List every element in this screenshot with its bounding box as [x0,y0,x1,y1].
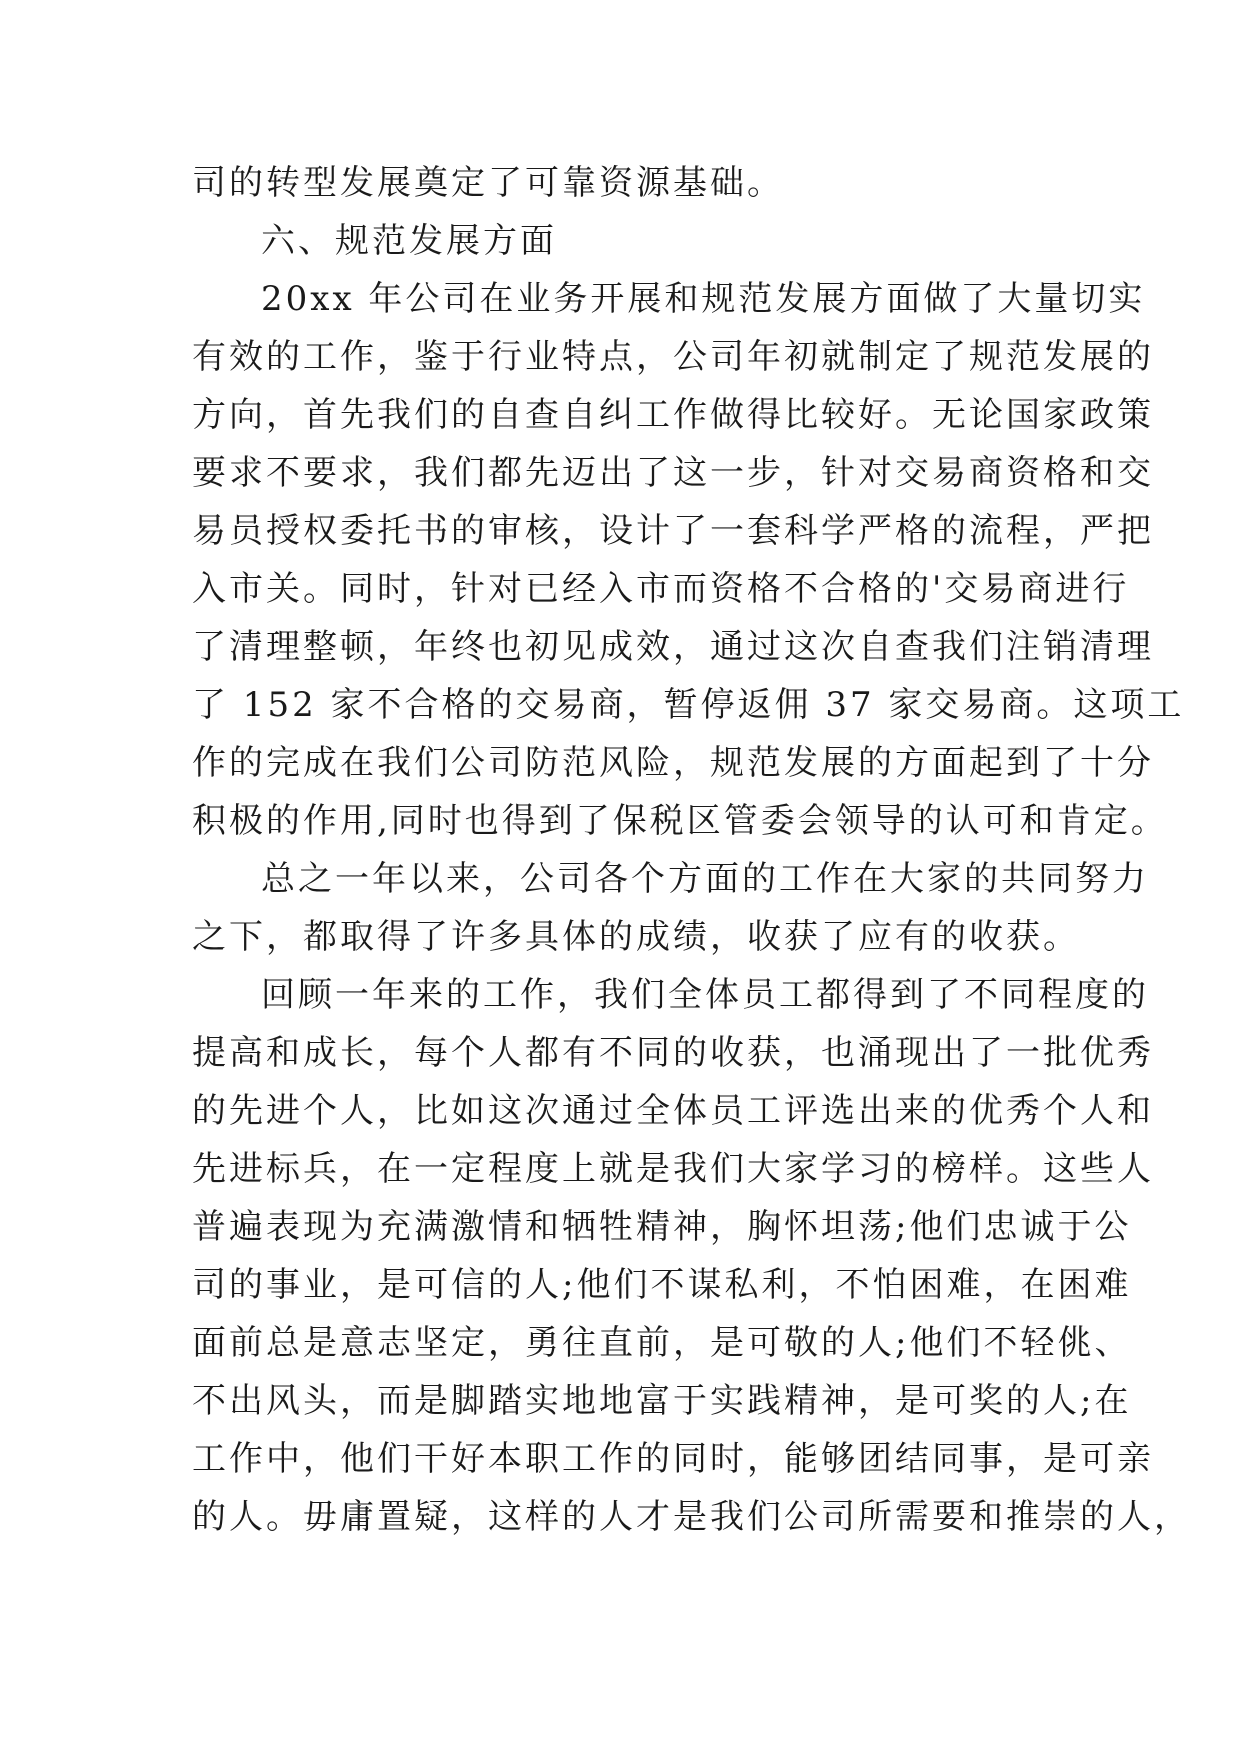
text-line: 工作中，他们干好本职工作的同时，能够团结同事，是可亲 [192,1439,1154,1479]
text-line: 先进标兵，在一定程度上就是我们大家学习的榜样。这些人 [192,1149,1154,1189]
text-line: 不出风头，而是脚踏实地地富于实践精神，是可奖的人;在 [192,1381,1132,1421]
text-line: 易员授权委托书的审核，设计了一套科学严格的流程，严把 [192,511,1154,551]
text-line: 总之一年以来，公司各个方面的工作在大家的共同努力 [261,859,1149,899]
text-line: 面前总是意志坚定，勇往直前，是可敬的人;他们不轻佻、 [192,1323,1132,1363]
text-line: 的人。毋庸置疑，这样的人才是我们公司所需要和推崇的人， [192,1497,1191,1537]
text-line: 普遍表现为充满激情和牺牲精神，胸怀坦荡;他们忠诚于公 [192,1207,1132,1247]
text-line: 了 152 家不合格的交易商，暂停返佣 37 家交易商。这项工 [192,685,1185,725]
text-line: 提高和成长，每个人都有不同的收获，也涌现出了一批优秀 [192,1033,1154,1073]
text-line: 要求不要求，我们都先迈出了这一步，针对交易商资格和交 [192,453,1154,493]
text-line: 司的转型发展奠定了可靠资源基础。 [192,163,784,203]
text-line: 积极的作用,同时也得到了保税区管委会领导的认可和肯定。 [192,801,1168,841]
text-line: 有效的工作，鉴于行业特点，公司年初就制定了规范发展的 [192,337,1154,377]
text-line: 20xx 年公司在业务开展和规范发展方面做了大量切实 [261,279,1146,319]
body-text [192,154,1191,1546]
text-line: 的先进个人，比如这次通过全体员工评选出来的优秀个人和 [192,1091,1154,1131]
text-line: 了清理整顿，年终也初见成效，通过这次自查我们注销清理 [192,627,1154,667]
text-line: 六、规范发展方面 [261,221,557,261]
text-line: 方向，首先我们的自查自纠工作做得比较好。无论国家政策 [192,395,1154,435]
text-line: 之下，都取得了许多具体的成绩，收获了应有的收获。 [192,917,1080,957]
text-line: 司的事业，是可信的人;他们不谋私利，不怕困难，在困难 [192,1265,1132,1305]
text-line: 作的完成在我们公司防范风险，规范发展的方面起到了十分 [192,743,1154,783]
text-line: 回顾一年来的工作，我们全体员工都得到了不同程度的 [261,975,1149,1015]
text-line: 入市关。同时，针对已经入市而资格不合格的'交易商进行 [192,569,1130,609]
